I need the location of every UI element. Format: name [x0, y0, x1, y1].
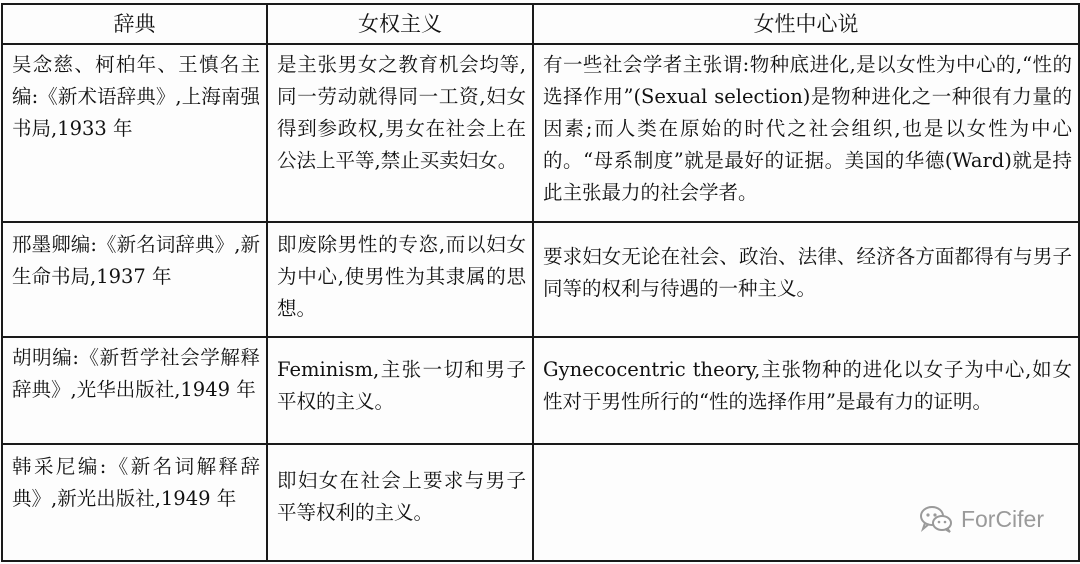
header-gynecocentrism: 女性中心说	[533, 4, 1079, 44]
wechat-icon	[919, 504, 953, 534]
cell-gynecocentrism	[533, 222, 1079, 337]
gynecocentrism-definition-text: Gynecocentric theory,主张物种的进化以女子为中心,如女性对于男性所行的“性的选择作用”是最有力的证明。	[543, 358, 1072, 414]
gynecocentrism-definition-text	[534, 445, 1078, 451]
watermark-text: ForCifer	[960, 505, 1044, 532]
cell-gynecocentrism	[533, 44, 1079, 222]
cell-dictionary	[2, 222, 267, 337]
feminism-definition-text: 即废除男性的专恣,而以妇女为中心,使男性为其隶属的思想。	[277, 233, 526, 321]
dictionary-source-text: 韩采尼编:《新名词解释辞典》,新光出版社,1949 年	[12, 455, 260, 511]
gynecocentrism-definition-text: 要求妇女无论在社会、政治、法律、经济各方面都得有与男子同等的权利与待遇的一种主义。	[543, 245, 1072, 301]
dictionary-source-text: 胡明编:《新哲学社会学解释辞典》,光华出版社,1949 年	[12, 346, 260, 402]
table-row	[2, 337, 1079, 444]
cell-dictionary	[2, 44, 267, 222]
cell-feminism	[267, 337, 533, 444]
table-row	[2, 222, 1079, 337]
table-row	[2, 44, 1079, 222]
table-header-row	[2, 4, 1079, 44]
cell-feminism	[267, 222, 533, 337]
cell-gynecocentrism	[533, 444, 1079, 561]
cell-gynecocentrism	[533, 337, 1079, 444]
feminism-definition-text: 即妇女在社会上要求与男子平等权利的主义。	[277, 469, 526, 525]
dictionary-source-text: 吴念慈、柯柏年、王慎名主编:《新术语辞典》,上海南强书局,1933 年	[12, 53, 260, 140]
cell-dictionary	[2, 444, 267, 561]
table-row	[2, 444, 1079, 561]
feminism-definition-text: Feminism,主张一切和男子平权的主义。	[277, 358, 526, 414]
header-dictionary: 辞典	[2, 4, 267, 44]
feminism-definition-text: 是主张男女之教育机会均等,同一劳动就得同一工资,妇女得到参政权,男女在社会上在公法上平等,禁止买卖妇女。	[277, 53, 526, 172]
dictionary-source-text: 邢墨卿编:《新名词辞典》,新生命书局,1937 年	[12, 233, 260, 289]
cell-feminism	[267, 444, 533, 561]
dictionary-comparison-table	[1, 3, 1080, 562]
cell-feminism	[267, 44, 533, 222]
gynecocentrism-definition-text: 有一些社会学者主张谓:物种底进化,是以女性为中心的,“性的选择作用”(Sexual selection)是物种进化之一种很有力量的因素;而人类在原始的时代之社会组织,也是以女性为中心的。“母系制度”就是最好的证据。美国的华德(Ward)就是持此主张最力的社会学者。	[543, 53, 1072, 204]
watermark	[919, 504, 1044, 534]
header-feminism: 女权主义	[267, 4, 533, 44]
cell-dictionary	[2, 337, 267, 444]
